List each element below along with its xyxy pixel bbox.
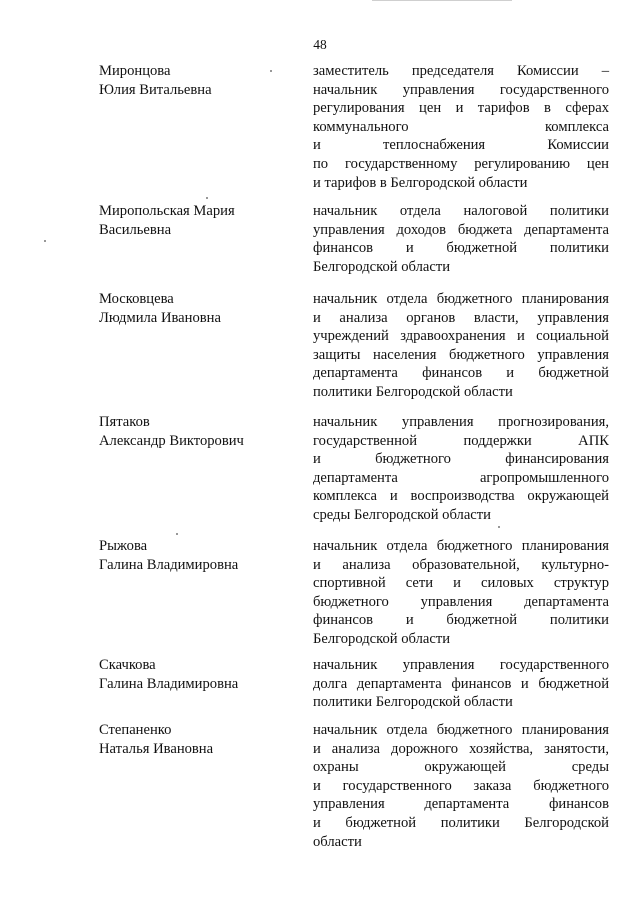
position-line: и бюджетной политики Белгородской	[313, 814, 609, 831]
person-surname: Скачкова	[99, 657, 156, 673]
position-line: начальник отдела бюджетного планирования	[313, 722, 609, 738]
position-line: бюджетного управления департамента	[313, 593, 609, 610]
position-line: по государственному регулированию цен	[313, 155, 609, 172]
position-line: политики Белгородской области	[313, 383, 513, 400]
person-given-name: Людмила Ивановна	[99, 309, 221, 326]
position-line: департамента финансов и бюджетной	[313, 365, 609, 382]
position-line: и бюджетного финансирования	[313, 451, 609, 468]
person-given-name: Наталья Ивановна	[99, 740, 214, 757]
person-surname: Московцева	[99, 291, 174, 307]
position-line: финансов и бюджетной политики	[313, 240, 609, 257]
position-line: начальник отдела бюджетного планирования	[313, 291, 609, 307]
scan-speck	[270, 70, 272, 72]
person-name	[99, 656, 299, 693]
person-surname: Миронцова	[99, 63, 171, 79]
person-given-name: Галина Владимировна	[99, 675, 239, 692]
scan-edge-mark	[372, 0, 512, 1]
position-line: и анализа образовательной, культурно-	[313, 556, 609, 573]
position-line: государственной поддержки АПК	[313, 432, 609, 449]
person-position	[313, 290, 609, 402]
person-given-name: Васильевна	[99, 221, 172, 238]
position-line: и теплоснабжения Комиссии	[313, 137, 609, 154]
position-line: регулирования цен и тарифов в сферах	[313, 100, 609, 117]
position-line: Белгородской области	[313, 258, 451, 275]
position-line: начальник отдела налоговой политики	[313, 203, 609, 219]
person-given-name: Юлия Витальевна	[99, 81, 212, 98]
position-line: финансов и бюджетной политики	[313, 612, 609, 629]
position-line: долга департамента финансов и бюджетной	[313, 675, 609, 692]
position-line: защиты населения бюджетного управления	[313, 346, 609, 363]
person-given-name: Александр Викторович	[99, 432, 244, 449]
position-line: начальник управления государственного	[313, 657, 609, 673]
position-line: начальник отдела бюджетного планирования	[313, 538, 609, 554]
position-line: учреждений здравоохранения и социальной	[313, 328, 609, 345]
person-name	[99, 721, 299, 758]
scan-speck	[176, 533, 178, 535]
person-given-name: Галина Владимировна	[99, 556, 239, 573]
person-name	[99, 290, 299, 327]
person-position	[313, 62, 609, 192]
person-position	[313, 413, 609, 525]
person-name	[99, 202, 299, 239]
position-line: управления департамента финансов	[313, 796, 609, 813]
person-position	[313, 537, 609, 649]
scan-speck	[44, 240, 46, 242]
position-line: и государственного заказа бюджетного	[313, 777, 609, 794]
person-surname: Степаненко	[99, 722, 172, 738]
position-line: и анализа органов власти, управления	[313, 309, 609, 326]
position-line: области	[313, 833, 362, 850]
person-surname: Пятаков	[99, 414, 150, 430]
person-name	[99, 537, 299, 574]
position-line: политики Белгородской области	[313, 694, 513, 711]
position-line: и анализа дорожного хозяйства, занятости,	[313, 740, 609, 757]
position-line: спортивной сети и силовых структур	[313, 575, 609, 592]
position-line: среды Белгородской области	[313, 506, 491, 523]
position-line: департамента агропромышленного	[313, 469, 609, 486]
position-line: охраны окружающей среды	[313, 759, 609, 776]
person-position	[313, 656, 609, 712]
person-surname: Миропольская Мария	[99, 203, 235, 219]
scan-speck	[498, 526, 500, 528]
person-surname: Рыжова	[99, 538, 148, 554]
person-name	[99, 413, 299, 450]
position-line: управления доходов бюджета департамента	[313, 221, 609, 238]
person-position	[313, 202, 609, 276]
person-position	[313, 721, 609, 851]
page-number: 48	[313, 37, 327, 52]
position-line: начальник управления государственного	[313, 81, 609, 98]
position-line: начальник управления прогнозирования,	[313, 414, 609, 430]
position-line: Белгородской области	[313, 630, 451, 647]
person-name	[99, 62, 299, 99]
position-line: коммунального комплекса	[313, 118, 609, 135]
position-line: комплекса и воспроизводства окружающей	[313, 488, 609, 505]
position-line: и тарифов в Белгородской области	[313, 174, 528, 191]
scan-speck	[206, 197, 208, 199]
position-line: заместитель председателя Комиссии –	[313, 63, 609, 79]
